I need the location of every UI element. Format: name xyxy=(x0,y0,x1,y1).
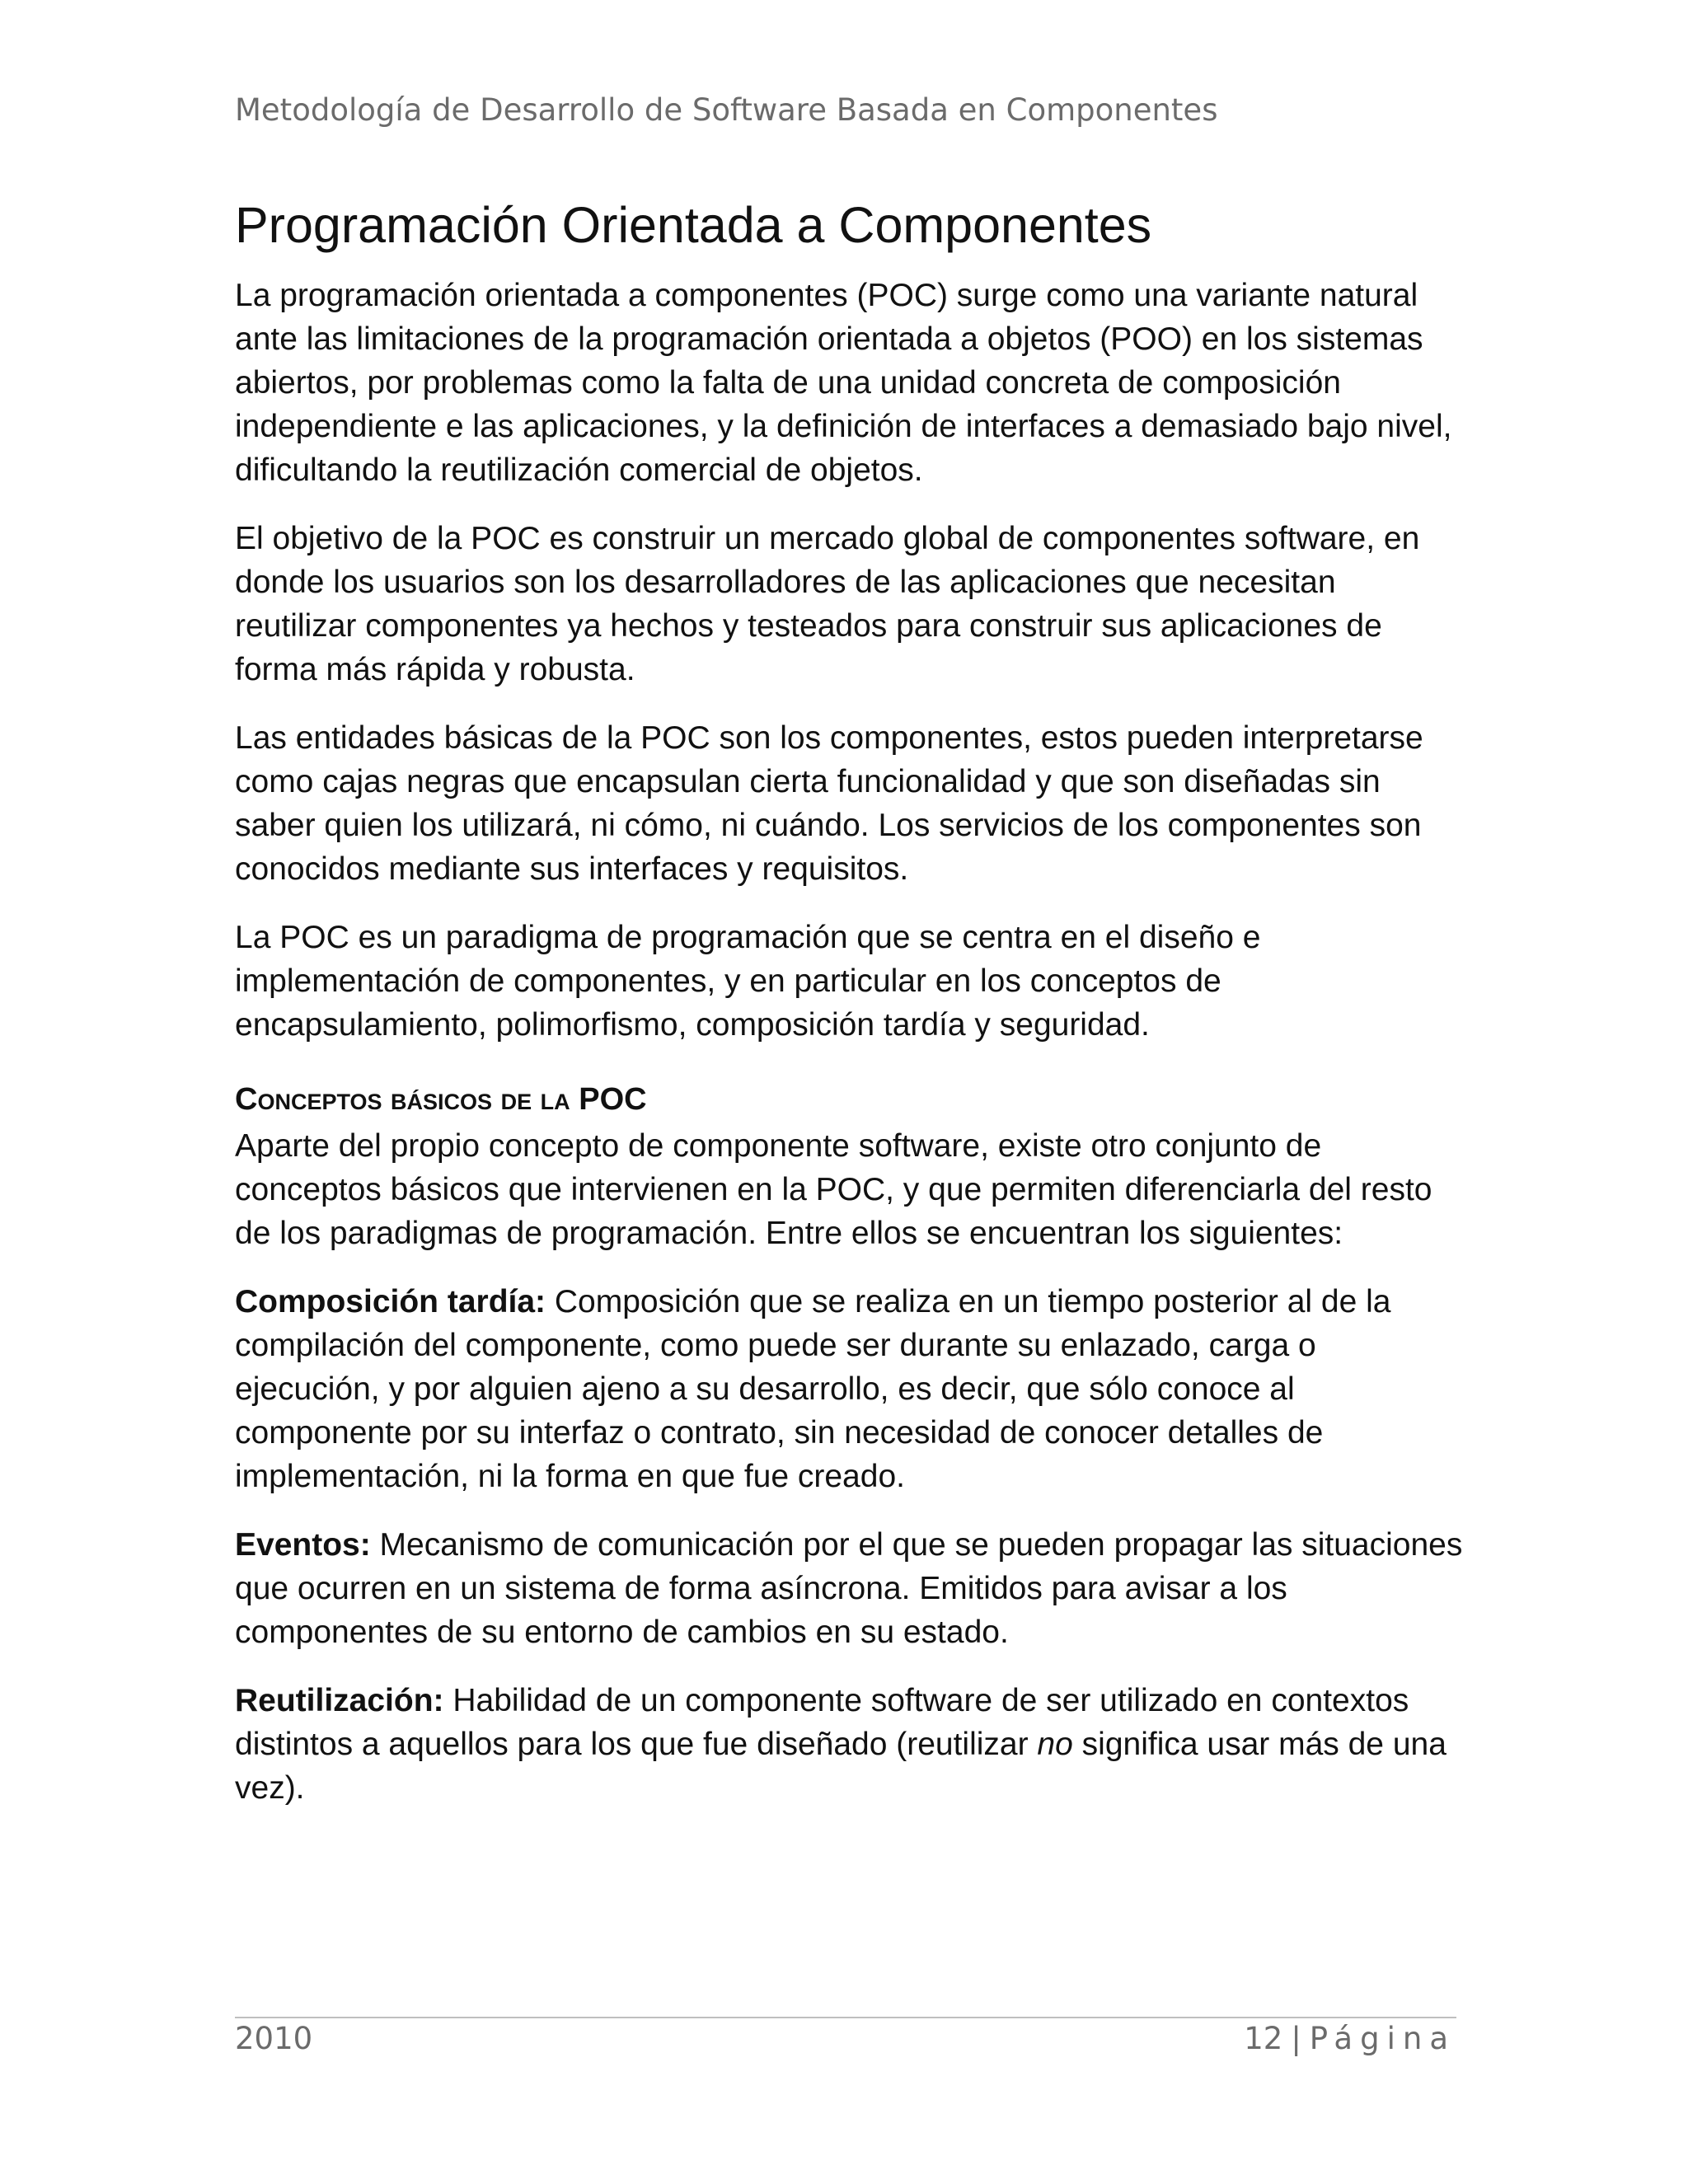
page-word: Página xyxy=(1309,2021,1456,2056)
definition-text: significa usar más de una vez). xyxy=(235,1727,1447,1806)
page-number: 12 xyxy=(1244,2021,1283,2056)
footer-year: 2010 xyxy=(235,2021,313,2056)
definition-late-composition xyxy=(235,1280,1463,1498)
footer-page-indicator xyxy=(1244,2021,1456,2056)
definition-term: Composición tardía: xyxy=(235,1284,546,1319)
section-intro: Aparte del propio concepto de componente software, existe otro conjunto de conceptos básicos que intervienen en la POC, y que permiten diferenciarla del resto de los paradigmas de programación. Entre ellos se encuentran los siguientes: xyxy=(235,1128,1432,1251)
paragraph-entities: Las entidades básicas de la POC son los componentes, estos pueden interpretarse como cajas negras que encapsulan cierta funcionalidad y que son diseñadas sin saber quien los utilizará, ni cómo, ni cuándo. Los servicios de los componentes son conocidos mediante sus interfaces y requisitos. xyxy=(235,720,1423,887)
definition-text: Habilidad de un componente software de ser utilizado en contextos distintos a aquellos para los que fue diseñado (reutilizar xyxy=(235,1683,1409,1762)
section-heading: Conceptos básicos de la POC xyxy=(235,1082,647,1117)
running-header: Metodología de Desarrollo de Software Basada en Componentes xyxy=(235,92,1218,128)
page-content xyxy=(235,191,1463,1835)
definition-term: Reutilización: xyxy=(235,1683,444,1718)
definition-emphasis: no xyxy=(1037,1727,1073,1762)
paragraph-objective: El objetivo de la POC es construir un mercado global de componentes software, en donde los usuarios son los desarrolladores de las aplicaciones que necesitan reutilizar componentes ya hechos y testeados para construir sus aplicaciones de forma más rápida y robusta. xyxy=(235,521,1420,687)
definition-text: Composición que se realiza en un tiempo posterior al de la compilación del componente, como puede ser durante su enlazado, carga o ejecución, y por alguien ajeno a su desarrollo, es decir, que sólo conoce al componente por su interfaz o contrato, sin necesidad de conocer detalles de implementación, ni la forma en que fue creado. xyxy=(235,1284,1391,1494)
definition-term: Eventos: xyxy=(235,1527,371,1563)
definition-reuse xyxy=(235,1679,1463,1810)
definition-text: Mecanismo de comunicación por el que se pueden propagar las situaciones que ocurren en un sistema de forma asíncrona. Emitidos para avisar a los componentes de su entorno de cambios en su estado. xyxy=(235,1527,1463,1650)
footer-divider xyxy=(235,2017,1456,2018)
page-title: Programación Orientada a Componentes xyxy=(235,197,1152,253)
definition-events xyxy=(235,1523,1463,1654)
footer-separator: | xyxy=(1291,2021,1301,2056)
paragraph-intro: La programación orientada a componentes (POC) surge como una variante natural ante las limitaciones de la programación orientada a objetos (POO) en los sistemas abiertos, por problemas como la falta de una unidad concreta de composición independiente e las aplicaciones, y la definición de interfaces a demasiado bajo nivel, dificultando la reutilización comercial de objetos. xyxy=(235,278,1452,488)
paragraph-paradigm: La POC es un paradigma de programación que se centra en el diseño e implementación de componentes, y en particular en los conceptos de encapsulamiento, polimorfismo, composición tardía y seguridad. xyxy=(235,920,1261,1043)
